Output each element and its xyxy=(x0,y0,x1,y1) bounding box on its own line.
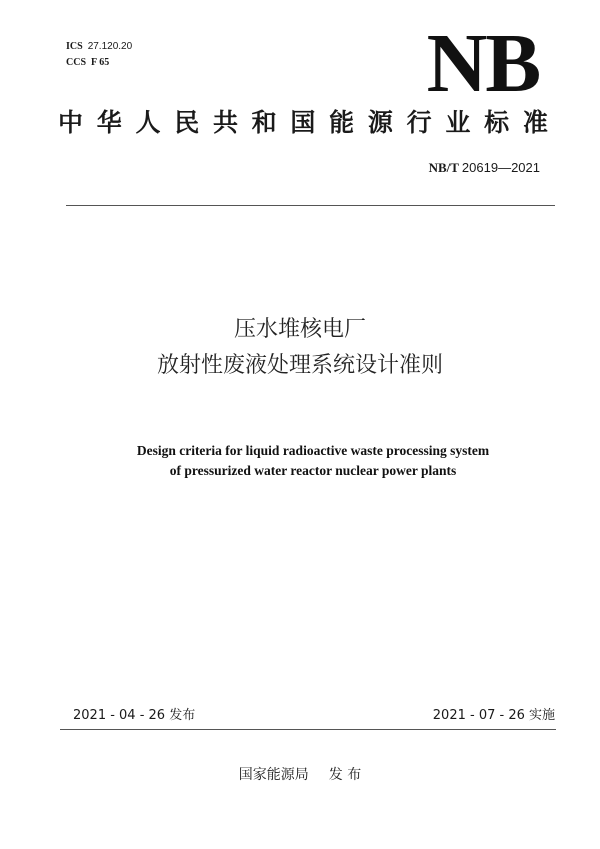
ics-number: 27.120.20 xyxy=(87,41,133,52)
chinese-title-line2: 放射性废液处理系统设计准则 xyxy=(156,353,443,378)
industry-char: 和 xyxy=(251,108,277,137)
industry-char: 国 xyxy=(290,108,316,137)
industry-char: 标 xyxy=(484,108,510,137)
standard-code: 20619—2021 xyxy=(461,160,540,175)
standard-number xyxy=(429,160,540,175)
ccs-code xyxy=(66,57,109,69)
industry-char: 中 xyxy=(58,108,84,137)
implement-date: 2021 - 07 - 26 实施 xyxy=(432,708,555,723)
industry-char: 民 xyxy=(174,108,200,137)
header-divider xyxy=(66,205,555,206)
industry-char: 华 xyxy=(96,108,122,137)
issuer-name: 国家能源局 xyxy=(238,767,309,783)
industry-char: 人 xyxy=(135,108,161,137)
industry-char: 能 xyxy=(329,108,355,137)
industry-char: 业 xyxy=(445,108,471,137)
industry-char: 共 xyxy=(212,108,238,137)
ics-code xyxy=(66,41,132,53)
english-title-line1: Design criteria for liquid radioactive waste processing system xyxy=(136,443,490,458)
ccs-number: F 65 xyxy=(91,57,110,68)
footer-divider xyxy=(60,729,556,730)
industry-char: 准 xyxy=(522,108,548,137)
english-title-line2: of pressurized water reactor nuclear power plants xyxy=(169,463,457,478)
english-title xyxy=(0,441,600,481)
ccs-label: CCS xyxy=(66,57,87,68)
ics-label: ICS xyxy=(66,41,83,52)
industry-standard-title xyxy=(58,108,548,138)
industry-char: 源 xyxy=(367,108,393,137)
nb-logo: NB xyxy=(426,17,540,110)
chinese-title xyxy=(0,312,600,384)
issuer-line xyxy=(0,766,600,784)
standard-prefix: NB/T xyxy=(428,160,459,175)
issue-date: 2021 - 04 - 26 发布 xyxy=(73,708,196,723)
chinese-title-line1: 压水堆核电厂 xyxy=(233,317,366,342)
industry-char: 行 xyxy=(406,108,432,137)
issue-word: 发 布 xyxy=(328,767,362,783)
